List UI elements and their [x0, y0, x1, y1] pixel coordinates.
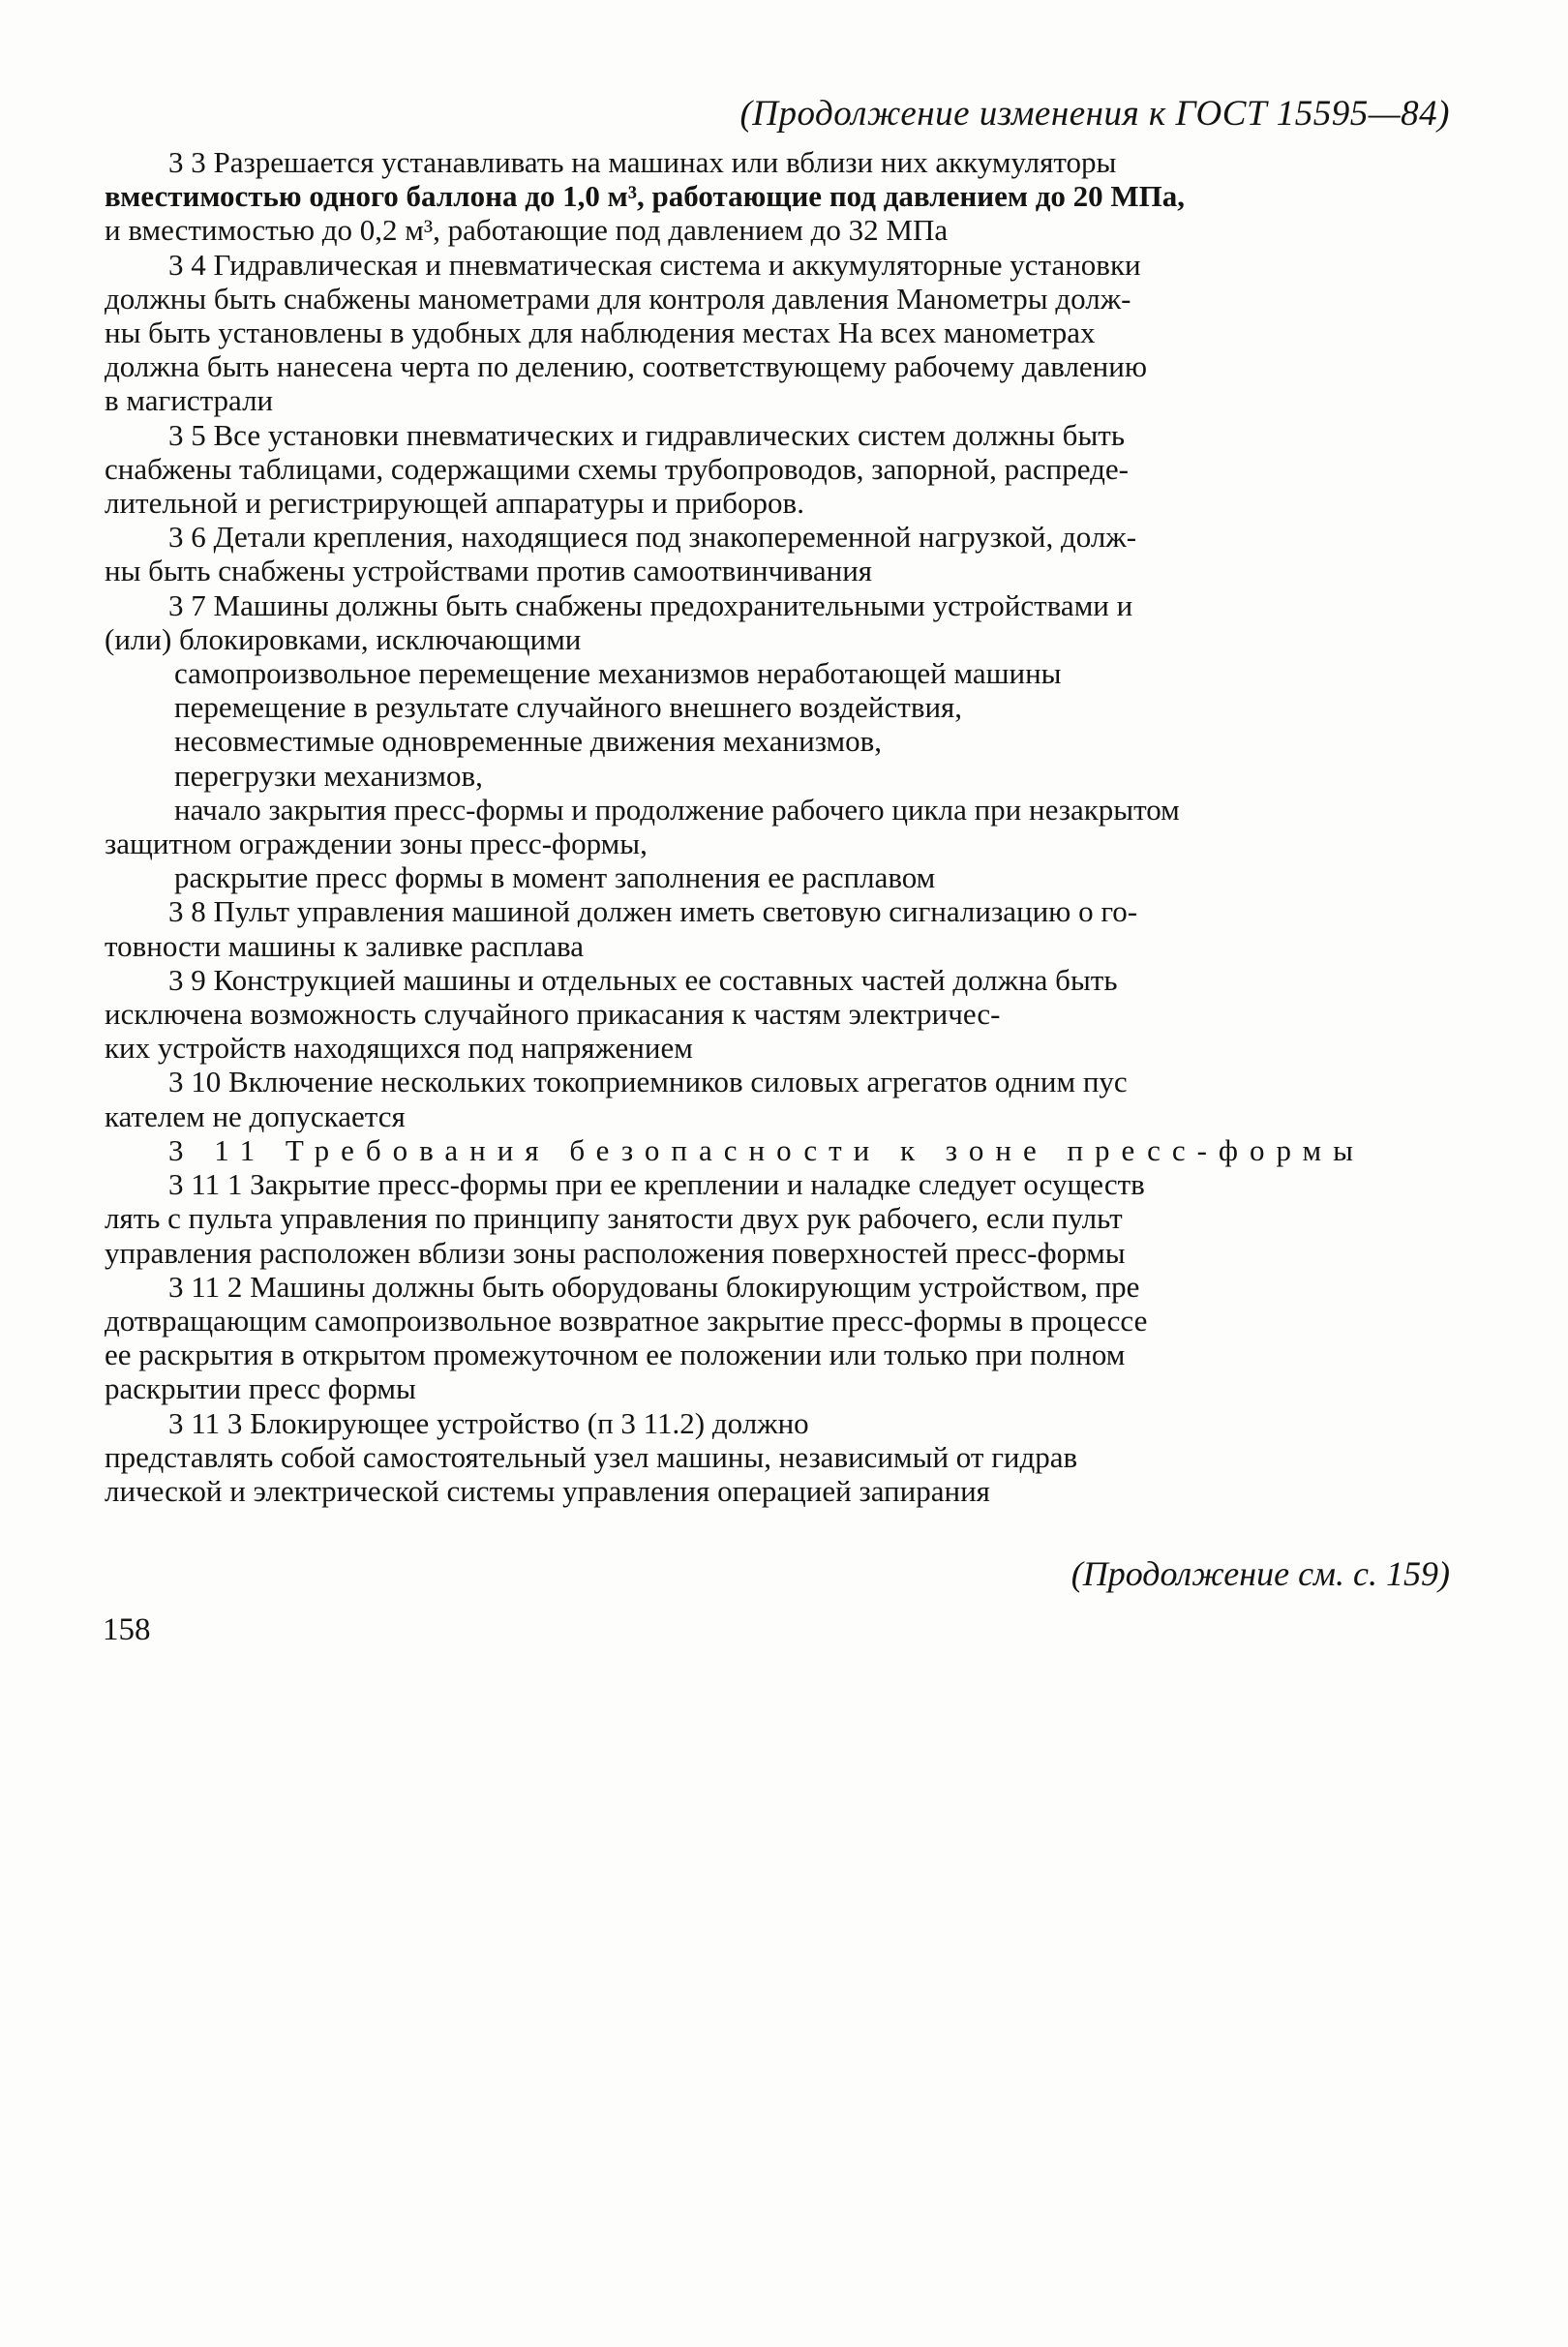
clause-3-7-line-2: (или) блокировками, исключающими	[105, 621, 582, 656]
clause-3-4-line-5: в магистрали	[105, 383, 274, 418]
clause-3-5-line-1: 3 5 Все установки пневматических и гидравлических систем должны быть	[168, 417, 1125, 452]
clause-3-8-line-2: товности машины к заливке расплава	[105, 928, 584, 963]
clause-3-7-list-item-3: несовместимые одновременные движения механизмов,	[174, 724, 883, 759]
clause-3-7-list-item-1: самопроизвольное перемещение механизмов неработающей машины	[174, 656, 1062, 691]
clause-3-3-line-1: 3 3 Разрешается устанавливать на машинах или вблизи них аккумуляторы	[168, 145, 1117, 179]
clause-3-11-heading: 3 11 Требования безопасности к зоне пресс-формы	[168, 1132, 1365, 1167]
footer-continuation-note: (Продолжение см. с. 159)	[1070, 1554, 1450, 1593]
clause-3-11-2-line-3: ее раскрытия в открытом промежуточном ее положении или только при полном	[105, 1338, 1126, 1372]
clause-3-9-line-2: исключена возможность случайного прикасания к частям электричес-	[105, 997, 1001, 1032]
clause-3-9-line-1: 3 9 Конструкцией машины и отдельных ее составных частей должна быть	[168, 962, 1118, 997]
clause-3-10-line-2: кателем не допускается	[105, 1098, 406, 1133]
clause-3-5-line-3: лительной и регистрирующей аппаратуры и приборов.	[105, 486, 804, 521]
page-number: 158	[103, 1612, 151, 1647]
clause-3-4-line-1: 3 4 Гидравлическая и пневматическая система и аккумуляторные установки	[168, 247, 1141, 282]
clause-3-7-list-item-5: начало закрытия пресс-формы и продолжение рабочего цикла при незакрытом	[174, 792, 1180, 827]
clause-3-7-list-item-2: перемещение в результате случайного внешнего воздействия,	[174, 690, 963, 725]
clause-3-5-line-2: снабжены таблицами, содержащими схемы трубопроводов, запорной, распреде-	[105, 451, 1129, 486]
clause-3-8-line-1: 3 8 Пульт управления машиной должен иметь световую сигнализацию о го-	[168, 894, 1138, 929]
clause-3-4-line-4: должна быть нанесена черта по делению, соответствующему рабочему давлению	[105, 349, 1148, 384]
clause-3-3-line-3: и вместимостью до 0,2 м³, работающие под давлением до 32 МПа	[105, 213, 949, 248]
clause-3-11-3-line-3: лической и электрической системы управления операцией запирания	[105, 1473, 990, 1508]
clause-3-7-line-1: 3 7 Машины должны быть снабжены предохранительными устройствами и	[168, 587, 1133, 622]
clause-3-3-line-2: вместимостью одного баллона до 1,0 м³, работающие под давлением до 20 МПа,	[105, 179, 1186, 214]
clause-3-6-line-1: 3 6 Детали крепления, находящиеся под знакопеременной нагрузкой, долж-	[168, 520, 1137, 555]
clause-3-4-line-2: должны быть снабжены манометрами для контроля давления Манометры долж-	[105, 281, 1131, 316]
clause-3-11-2-line-4: раскрытии пресс формы	[105, 1371, 416, 1406]
header-continuation-note: (Продолжение изменения к ГОСТ 15595—84)	[739, 94, 1450, 134]
clause-3-11-1-line-2: лять с пульта управления по принципу занятости двух рук рабочего, если пульт	[105, 1201, 1123, 1236]
clause-3-6-line-2: ны быть снабжены устройствами против самоотвинчивания	[105, 554, 873, 588]
clause-3-10-line-1: 3 10 Включение нескольких токоприемников силовых агрегатов одним пус	[168, 1065, 1128, 1099]
clause-3-7-list-item-4: перегрузки механизмов,	[174, 758, 483, 793]
clause-3-11-2-line-1: 3 11 2 Машины должны быть оборудованы блокирующим устройством, пре	[168, 1269, 1140, 1304]
clause-3-7-list-item-5-cont: защитном ограждении зоны пресс-формы,	[105, 827, 648, 861]
clause-3-11-3-line-1: 3 11 3 Блокирующее устройство (п 3 11.2) должно	[168, 1405, 809, 1440]
clause-3-11-3-line-2: представлять собой самостоятельный узел машины, независимый от гидрав	[105, 1439, 1078, 1474]
clause-3-9-line-3: ких устройств находящихся под напряжением	[105, 1031, 693, 1066]
clause-3-11-1-line-3: управления расположен вблизи зоны расположения поверхностей пресс-формы	[105, 1235, 1126, 1270]
clause-3-11-2-line-2: дотвращающим самопроизвольное возвратное закрытие пресс-формы в процессе	[105, 1303, 1148, 1338]
clause-3-4-line-3: ны быть установлены в удобных для наблюдения местах На всех манометрах	[105, 316, 1096, 350]
clause-3-11-1-line-1: 3 11 1 Закрытие пресс-формы при ее креплении и наладке следует осуществ	[168, 1167, 1145, 1202]
document-body	[105, 145, 1452, 1508]
clause-3-7-list-item-6: раскрытие пресс формы в момент заполнения ее расплавом	[174, 860, 936, 895]
